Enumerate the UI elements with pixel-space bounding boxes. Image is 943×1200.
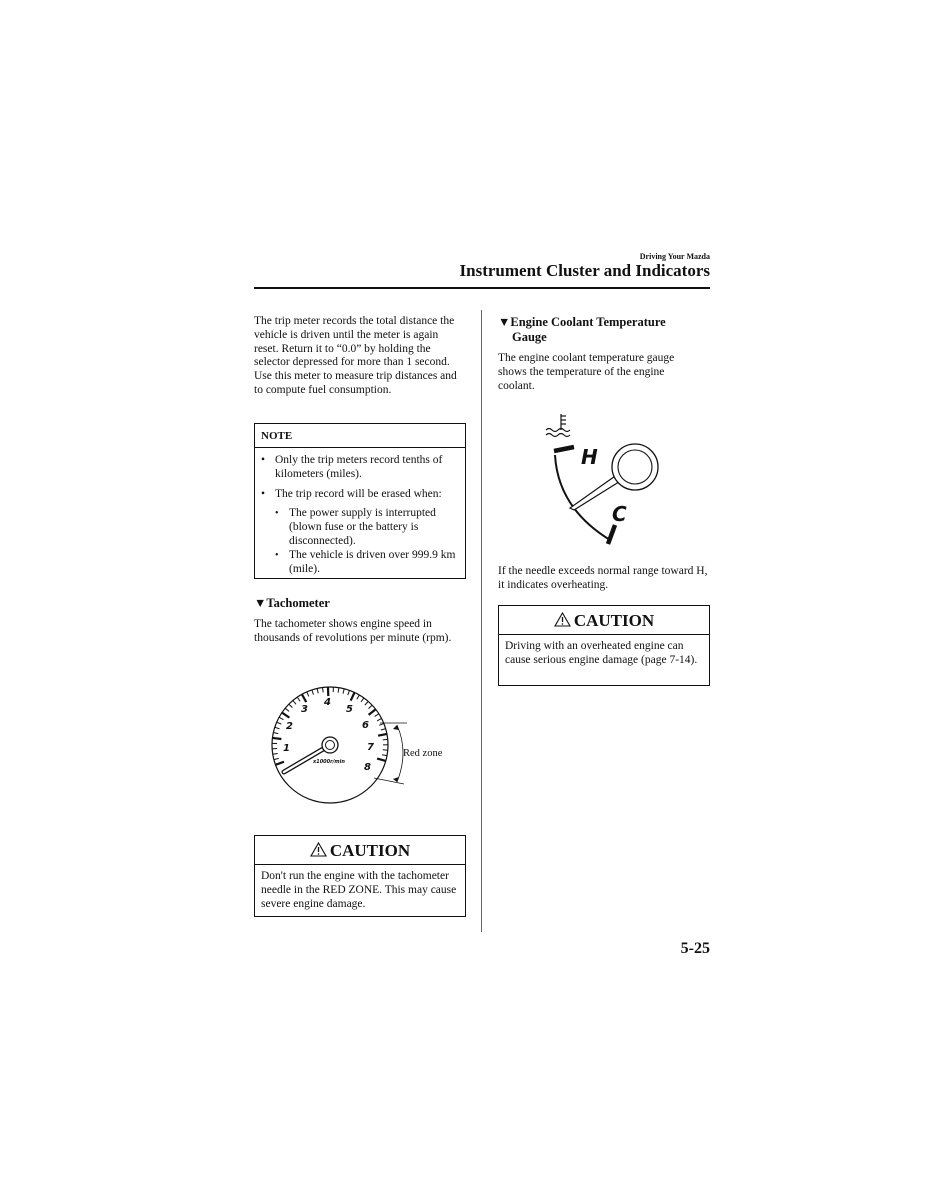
page-number: 5-25 — [680, 940, 710, 957]
tach-tick — [293, 700, 296, 704]
coolant-temperature-icon — [546, 414, 570, 437]
tach-tick — [289, 704, 293, 708]
tach-tick — [273, 733, 278, 734]
tach-tick — [275, 762, 283, 765]
note-item — [255, 454, 465, 482]
tach-number: 3 — [301, 704, 308, 715]
tachometer-caution-box — [254, 835, 466, 917]
tach-tick — [361, 698, 364, 702]
cold-label: C — [612, 502, 627, 526]
note-title: NOTE — [255, 424, 465, 448]
tach-tick — [381, 729, 386, 730]
trip-meter-paragraph: The trip meter records the total distance the vehicle is driven until the meter is again reset. Return it to “0.0” by holding the selector depressed for more than 1 second. Use this meter to measure trip distances and to compute fuel consumption. — [254, 315, 457, 396]
caution-text: Driving with an overheated engine can cause serious engine damage (page 7-14). — [505, 640, 698, 666]
tach-tick — [378, 734, 387, 736]
tach-tick — [348, 690, 350, 695]
tachometer-figure — [262, 682, 452, 810]
triangle-down-icon: ▼ — [498, 315, 511, 329]
tach-number: 6 — [362, 720, 369, 731]
tach-tick — [277, 722, 282, 724]
tach-tick — [375, 714, 379, 717]
coolant-paragraph: The engine coolant temperature gauge shows the temperature of the engine coolant. — [498, 352, 675, 392]
tachometer-paragraph: The tachometer shows engine speed in thousands of revolutions per minute (rpm). — [254, 618, 452, 644]
caution-title: CAUTION — [329, 841, 411, 860]
bullet-icon: • — [261, 487, 266, 500]
tach-tick — [272, 738, 281, 739]
tach-tick — [279, 717, 283, 719]
tach-number: 5 — [346, 704, 353, 715]
tach-tick — [323, 687, 324, 692]
tach-unit-label: x1000r/min — [313, 759, 345, 765]
tach-tick — [312, 690, 314, 695]
tach-number: 8 — [364, 762, 371, 773]
tach-tick — [382, 755, 387, 756]
note-subitem-text: The power supply is interrupted (blown fuse or the battery is disconnected). — [289, 507, 436, 547]
note-subitem-text: The vehicle is driven over 999.9 km (mile). — [289, 548, 456, 575]
tach-number: 7 — [367, 742, 374, 753]
page-title: Instrument Cluster and Indicators — [459, 261, 710, 280]
tachometer-heading: ▼Tachometer — [254, 596, 330, 610]
tach-tick — [275, 727, 280, 729]
note-subitem — [255, 549, 465, 577]
tach-number: 1 — [283, 743, 290, 754]
hot-label: H — [581, 445, 598, 469]
tach-tick — [343, 689, 344, 694]
tach-tick — [285, 708, 289, 711]
tach-tick — [377, 759, 386, 761]
tach-tick — [274, 758, 279, 759]
warning-triangle-icon — [554, 612, 571, 627]
warning-triangle-icon — [310, 842, 327, 857]
tach-tick — [369, 705, 373, 708]
tach-tick — [351, 692, 355, 700]
tach-number: 2 — [286, 721, 293, 732]
triangle-down-icon: ▼ — [254, 596, 267, 610]
bullet-icon: • — [261, 454, 266, 466]
column-divider — [481, 310, 482, 932]
sub-bullet-icon: • — [275, 508, 279, 520]
tach-tick — [297, 697, 300, 701]
tach-tick — [338, 688, 339, 693]
caution-header — [255, 836, 465, 865]
coolant-gauge-figure — [540, 410, 670, 550]
tach-tick — [317, 688, 318, 693]
tach-number: 4 — [324, 697, 331, 708]
red-zone-label: Red zone — [403, 748, 443, 759]
tach-tick — [307, 692, 309, 697]
tach-tick — [282, 713, 289, 718]
coolant-heading: ▼Engine Coolant Temperature Gauge — [498, 315, 666, 344]
note-subitem — [255, 507, 465, 548]
tach-tick — [302, 694, 306, 702]
section-label: Driving Your Mazda — [639, 252, 710, 261]
coolant-caution-box — [498, 605, 710, 686]
note-item-text: The trip record will be erased when: — [275, 487, 442, 500]
sub-bullet-icon: • — [275, 549, 279, 561]
note-box — [254, 423, 466, 579]
note-item-text: Only the trip meters record tenths of kilometers (miles). — [275, 454, 443, 480]
tach-tick — [357, 695, 360, 699]
caution-header — [499, 606, 709, 635]
tach-tick — [365, 701, 368, 705]
tach-tick — [273, 753, 278, 754]
header-rule — [254, 287, 710, 289]
tach-tick — [379, 723, 384, 725]
caution-text: Don't run the engine with the tachometer needle in the RED ZONE. This may cause severe engine damage. — [261, 870, 457, 910]
tach-tick — [369, 709, 376, 715]
overheat-paragraph: If the needle exceeds normal range toward H, it indicates overheating. — [498, 565, 708, 591]
tach-tick — [377, 718, 381, 720]
caution-title: CAUTION — [573, 611, 655, 630]
note-item — [255, 488, 465, 502]
